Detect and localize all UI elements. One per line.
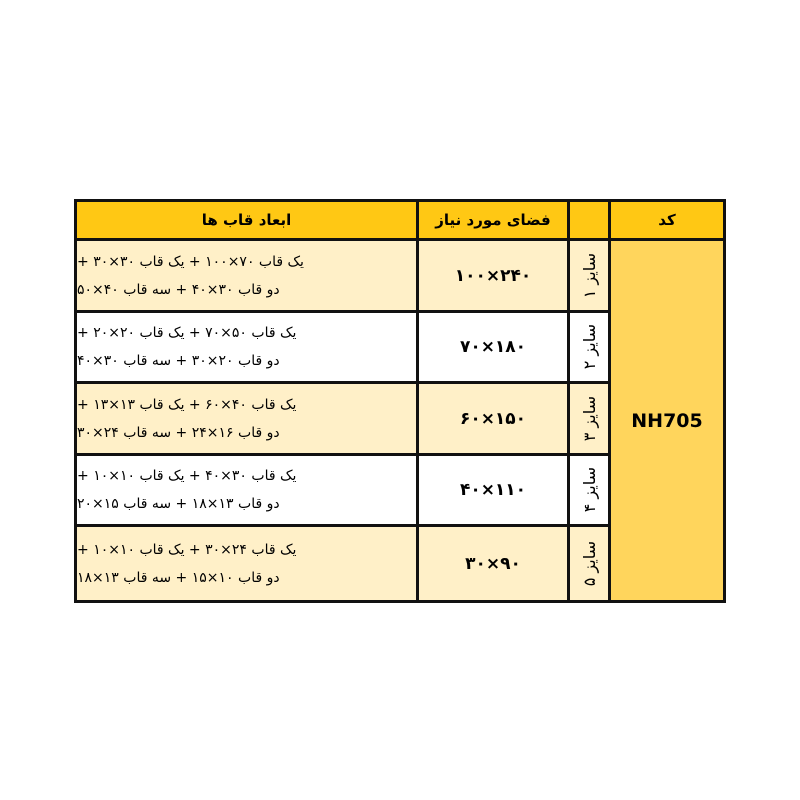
- row-1-frames-line1: یک قاب ۷۰×۱۰۰ + یک قاب ۳۰×۳۰ +: [77, 253, 304, 270]
- row-2-size: [570, 313, 608, 381]
- product-code: NH705: [611, 241, 723, 600]
- row-1-space-value: ۱۰۰×۲۴۰: [454, 265, 532, 286]
- row-3-size-label: سایز ۳: [579, 395, 599, 442]
- row-2-frames: [77, 313, 416, 381]
- row-4-size: [570, 456, 608, 524]
- row-5-space-value: ۳۰×۹۰: [465, 553, 521, 574]
- header-frames: ابعاد قاب ها: [77, 202, 416, 238]
- row-3-frames-line1: یک قاب ۴۰×۶۰ + یک قاب ۱۳×۱۳ +: [77, 396, 297, 413]
- row-4-space-value: ۴۰×۱۱۰: [459, 480, 527, 500]
- header-size: [570, 202, 608, 238]
- row-5-space: [419, 527, 567, 600]
- header-space: فضای مورد نیاز: [419, 202, 567, 238]
- row-4-frames: [77, 456, 416, 524]
- row-1-frames-line2: دو قاب ۳۰×۴۰ + سه قاب ۴۰×۵۰: [77, 281, 280, 298]
- row-3-frames-line2: دو قاب ۱۶×۲۴ + سه قاب ۲۴×۳۰: [77, 424, 280, 441]
- row-4-frames-line1: یک قاب ۳۰×۴۰ + یک قاب ۱۰×۱۰ +: [77, 468, 297, 484]
- header-code: کد: [611, 202, 723, 238]
- row-4-frames-line2: دو قاب ۱۳×۱۸ + سه قاب ۱۵×۲۰: [77, 496, 280, 512]
- row-2-size-label: سایز ۲: [579, 324, 599, 370]
- row-1-space: [419, 241, 567, 310]
- row-4-size-label: سایز ۴: [579, 467, 599, 513]
- row-5-frames-line2: دو قاب ۱۰×۱۵ + سه قاب ۱۳×۱۸: [77, 569, 280, 586]
- row-3-frames: [77, 384, 416, 453]
- row-3-size: [570, 384, 608, 453]
- row-2-frames-line2: دو قاب ۲۰×۳۰ + سه قاب ۳۰×۴۰: [77, 353, 280, 369]
- row-2-space: [419, 313, 567, 381]
- row-5-frames: [77, 527, 416, 600]
- row-5-frames-line1: یک قاب ۲۴×۳۰ + یک قاب ۱۰×۱۰ +: [77, 541, 297, 558]
- row-5-size: [570, 527, 608, 600]
- size-table: [74, 199, 726, 603]
- row-1-size-label: سایز ۱: [579, 252, 599, 299]
- row-3-space: [419, 384, 567, 453]
- row-2-frames-line1: یک قاب ۵۰×۷۰ + یک قاب ۲۰×۲۰ +: [77, 325, 297, 341]
- row-4-space: [419, 456, 567, 524]
- row-5-size-label: سایز ۵: [579, 540, 599, 587]
- row-2-space-value: ۷۰×۱۸۰: [459, 337, 527, 357]
- row-1-size: [570, 241, 608, 310]
- row-3-space-value: ۶۰×۱۵۰: [459, 408, 527, 429]
- row-1-frames: [77, 241, 416, 310]
